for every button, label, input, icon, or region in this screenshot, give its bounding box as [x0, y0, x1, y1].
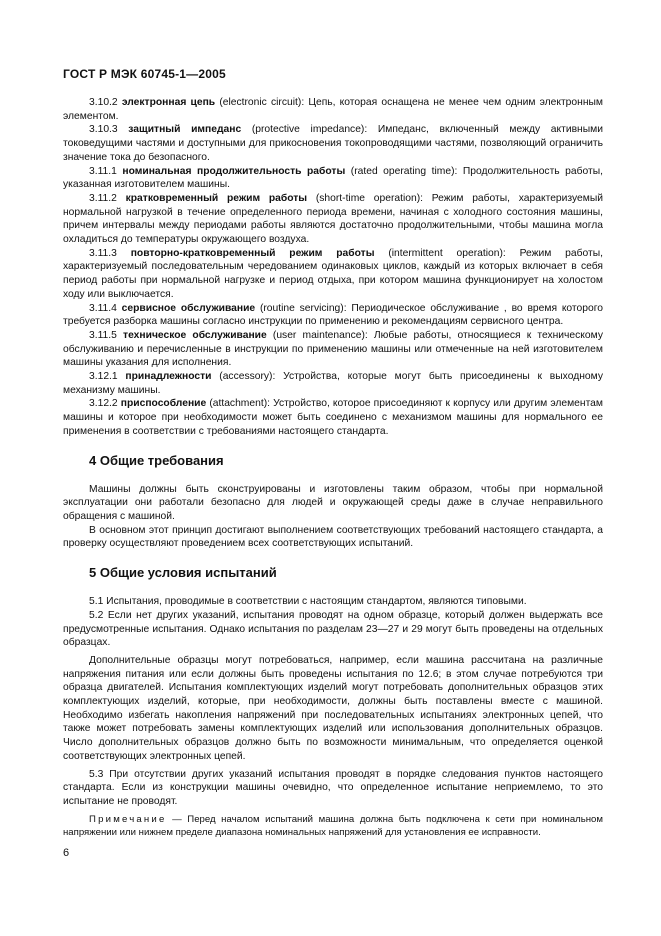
term-definition: (routine servicing): Периодическое обслуживание , во время которого требуется разборка машины согласно инструкции по применению и рекомендациям сервисного центра.: [63, 302, 603, 328]
term-paragraph: [63, 192, 603, 247]
page-number: 6: [63, 847, 70, 859]
term-number: 3.12.1: [89, 371, 118, 383]
term-paragraph: [63, 96, 603, 123]
section-heading-5: 5 Общие условия испытаний: [89, 565, 277, 581]
clause-5-3: 5.3 При отсутствии других указаний испытания проводят в порядке следования пунктов настоящего стандарта. Если из конструкции машины очевидно, что определенное испытание неприемлемо, то это испытание не проводят.: [63, 768, 603, 807]
term-definition: (intermittent operation): Режим работы, характеризуемый последовательным чередованием одинаковых циклов, каждый из которых включает в себя период работы при нормальной нагрузке и период отдыха, при котором машина функционирует на холостом ходу или выключается.: [63, 247, 603, 300]
term-number: 3.10.2: [89, 97, 118, 108]
term-paragraph: [63, 397, 603, 438]
term-definition: (rated operating time): Продолжительность работы, указанная изготовителем машины.: [63, 165, 603, 191]
term-paragraph: [63, 247, 603, 302]
term-number: 3.11.4: [89, 302, 117, 314]
term-definition: (attachment): Устройство, которое присоединяют к корпусу или другим элементам машины и которое при необходимости может быть соединено с механизмом машины для нормального ее применения в соответствии с требованиями настоящего стандарта.: [63, 398, 603, 437]
term-definition: (accessory): Устройства, которые могут быть присоединены к выходному механизму машины.: [63, 371, 603, 396]
term-name: кратковременный режим работы: [125, 192, 308, 204]
term-name: сервисное обслуживание: [121, 302, 256, 314]
term-name: номинальная продолжительность работы: [122, 165, 346, 177]
term-paragraph: [63, 370, 603, 397]
note-text: — Перед началом испытаний машина должна быть подключена к сети при номинальном напряжении или нижнем пределе диапазона номинальных напряжений для установления ее исправности.: [63, 813, 603, 838]
term-definition: (protective impedance): Импеданс, включенный между активными токоведущими частями и доступными для прикосновения токопроводящими частями, позволяющий ограничить значение тока до безопасного.: [63, 124, 603, 163]
term-definition: (short-time operation): Режим работы, характеризуемый нормальной нагрузкой в течение определенного периода времени, начиная с холодного состояния машины, причем интервалы между периодами работы являются достаточно продолжительными, чтобы машина могла охладиться до температуры окружающего воздуха.: [63, 192, 603, 246]
note-label: Примечание: [89, 813, 167, 825]
section4-paragraph-1: Машины должны быть сконструированы и изготовлены таким образом, чтобы при нормальной эксплуатации они работали безопасно для людей и окружающей среды даже в случае неправильного обращения с машиной.: [63, 483, 603, 522]
section-heading-4: 4 Общие требования: [89, 452, 224, 468]
term-paragraph: [63, 123, 603, 164]
term-number: 3.11.3: [89, 247, 117, 259]
term-name: техническое обслуживание: [123, 329, 267, 341]
clause-5-2: 5.2 Если нет других указаний, испытания проводят на одном образце, который должен выдержать все предусмотренные испытания. Однако испытания по разделам 23—27 и 29 могут быть проведены на отдельных образцах.: [63, 609, 603, 649]
note-paragraph: [63, 813, 603, 839]
term-number: 3.11.1: [89, 165, 117, 177]
term-number: 3.10.3: [89, 124, 118, 136]
clause-5-1: 5.1 Испытания, проводимые в соответствии с настоящим стандартом, являются типовыми.: [89, 596, 527, 608]
document-header: ГОСТ Р МЭК 60745-1—2005: [63, 67, 226, 81]
term-number: 3.11.2: [89, 192, 117, 204]
terms-list: [63, 96, 603, 439]
term-paragraph: [63, 165, 603, 192]
clause-5-2-additional: Дополнительные образцы могут потребоваться, например, если машина рассчитана на различные напряжения питания или если должны быть проведены испытания по 12.6; в этом случае потребуются три образца двигателей. Испытания комплектующих изделий могут потребовать дополнительных образцов этих комплектующих изделий, которые, при необходимости, должны быть поставлены вместе с машиной. Необходимо избегать накопления напряжений при последовательных испытаниях электронных цепей, что также может потребовать замены комплектующих изделий или использования дополнительных образцов. Число дополнительных образцов должно быть по возможности минимальным, что определяется оценкой соответствующих электронных цепей.: [63, 654, 603, 762]
term-name: принадлежности: [125, 371, 212, 383]
term-name: электронная цепь: [121, 97, 216, 108]
term-name: повторно-кратковременный режим работы: [130, 247, 375, 259]
term-name: защитный импеданс: [128, 124, 242, 136]
term-name: приспособление: [120, 398, 207, 410]
term-number: 3.11.5: [89, 329, 117, 341]
section4-paragraph-2: В основном этот принцип достигают выполнением соответствующих требований настоящего стандарта, а проверку осуществляют проведением всех соответствующих испытаний.: [63, 524, 603, 550]
term-definition: (electronic circuit): Цепь, которая оснащена не менее чем одним электронным элементом.: [63, 97, 603, 122]
term-paragraph: [63, 302, 603, 329]
term-definition: (user maintenance): Любые работы, относящиеся к техническому обслуживанию и перечисленные в инструкции по применению машины или отмеченные на ней изготовителем машины указания для исполнения.: [63, 329, 603, 369]
term-paragraph: [63, 329, 603, 370]
page-content: [63, 96, 603, 839]
term-number: 3.12.2: [89, 398, 118, 410]
